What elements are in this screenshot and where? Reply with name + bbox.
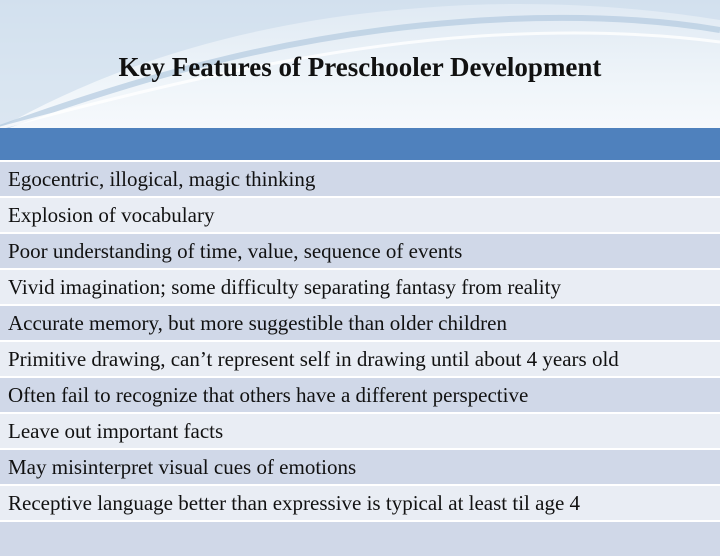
features-table xyxy=(0,128,720,558)
table-row: Receptive language better than expressive is typical at least til age 4 xyxy=(0,486,720,522)
table-header-row xyxy=(0,128,720,162)
table-row: Poor understanding of time, value, sequence of events xyxy=(0,234,720,270)
table-row: Egocentric, illogical, magic thinking xyxy=(0,162,720,198)
table-row: Often fail to recognize that others have a different perspective xyxy=(0,378,720,414)
table-row-empty xyxy=(0,522,720,558)
table-row: Accurate memory, but more suggestible than older children xyxy=(0,306,720,342)
table-row: Vivid imagination; some difficulty separating fantasy from reality xyxy=(0,270,720,306)
table-row: Explosion of vocabulary xyxy=(0,198,720,234)
table-row: May misinterpret visual cues of emotions xyxy=(0,450,720,486)
slide-title: Key Features of Preschooler Development xyxy=(118,52,602,82)
table-row: Primitive drawing, can’t represent self in drawing until about 4 years old xyxy=(0,342,720,378)
table-row: Leave out important facts xyxy=(0,414,720,450)
